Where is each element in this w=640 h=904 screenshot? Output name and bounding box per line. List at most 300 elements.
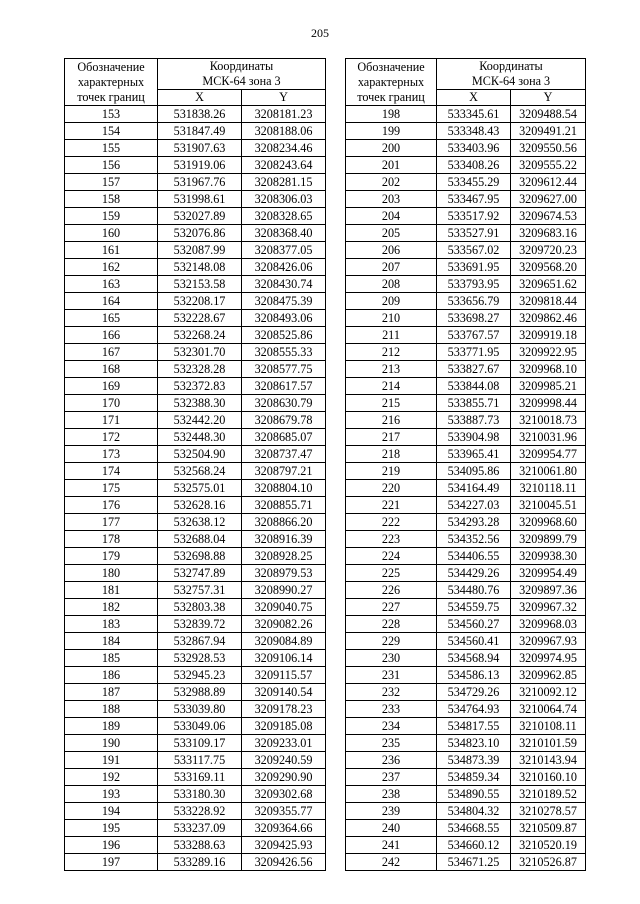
table-row (65, 633, 326, 650)
point-id-cell: 161 (65, 242, 158, 259)
point-id-cell: 167 (65, 344, 158, 361)
x-coordinate-cell: 532688.04 (158, 531, 242, 548)
x-coordinate-cell: 531838.26 (158, 106, 242, 123)
table-row (65, 310, 326, 327)
point-id-cell: 233 (346, 701, 437, 718)
x-coordinate-cell: 532698.88 (158, 548, 242, 565)
table-row (346, 565, 586, 582)
table-row (65, 599, 326, 616)
table-row (65, 650, 326, 667)
point-id-cell: 208 (346, 276, 437, 293)
y-coordinate-cell: 3208804.10 (242, 480, 326, 497)
y-coordinate-cell: 3208475.39 (242, 293, 326, 310)
table-row (65, 106, 326, 123)
y-coordinate-cell: 3209302.68 (242, 786, 326, 803)
y-column-header: Y (242, 90, 326, 106)
table-row (346, 259, 586, 276)
y-coordinate-cell: 3209568.20 (511, 259, 586, 276)
point-id-cell: 174 (65, 463, 158, 480)
point-id-cell: 235 (346, 735, 437, 752)
y-coordinate-cell: 3209140.54 (242, 684, 326, 701)
x-coordinate-cell: 531967.76 (158, 174, 242, 191)
point-id-cell: 223 (346, 531, 437, 548)
y-coordinate-cell: 3209968.60 (511, 514, 586, 531)
point-id-cell: 194 (65, 803, 158, 820)
y-coordinate-cell: 3209968.03 (511, 616, 586, 633)
point-id-cell: 228 (346, 616, 437, 633)
x-coordinate-cell: 533567.02 (437, 242, 511, 259)
point-id-cell: 198 (346, 106, 437, 123)
point-id-cell: 242 (346, 854, 437, 871)
y-coordinate-cell: 3209040.75 (242, 599, 326, 616)
y-coordinate-cell: 3209491.21 (511, 123, 586, 140)
x-coordinate-cell: 534764.93 (437, 701, 511, 718)
table-row (346, 327, 586, 344)
x-coordinate-cell: 534568.94 (437, 650, 511, 667)
x-coordinate-cell: 534671.25 (437, 854, 511, 871)
y-coordinate-cell: 3209919.18 (511, 327, 586, 344)
page-number: 205 (311, 26, 329, 40)
y-coordinate-cell: 3209967.32 (511, 599, 586, 616)
y-coordinate-cell: 3209967.93 (511, 633, 586, 650)
table-row (346, 208, 586, 225)
y-coordinate-cell: 3208426.06 (242, 259, 326, 276)
x-coordinate-cell: 534560.41 (437, 633, 511, 650)
point-id-cell: 176 (65, 497, 158, 514)
x-coordinate-cell: 532153.58 (158, 276, 242, 293)
coordinates-header (437, 59, 586, 90)
y-coordinate-cell: 3209954.49 (511, 565, 586, 582)
table-row (65, 531, 326, 548)
x-coordinate-cell: 534406.55 (437, 548, 511, 565)
y-coordinate-cell: 3208181.23 (242, 106, 326, 123)
point-id-cell: 195 (65, 820, 158, 837)
point-id-cell: 187 (65, 684, 158, 701)
x-coordinate-cell: 534586.13 (437, 667, 511, 684)
point-id-cell: 221 (346, 497, 437, 514)
point-id-cell: 162 (65, 259, 158, 276)
x-coordinate-cell: 533965.41 (437, 446, 511, 463)
y-coordinate-cell: 3208990.27 (242, 582, 326, 599)
point-id-cell: 201 (346, 157, 437, 174)
point-id-cell: 240 (346, 820, 437, 837)
table-row (346, 123, 586, 140)
point-id-cell: 164 (65, 293, 158, 310)
y-coordinate-cell: 3208855.71 (242, 497, 326, 514)
coordinates-table-right (345, 58, 586, 871)
y-coordinate-cell: 3209355.77 (242, 803, 326, 820)
y-coordinate-cell: 3209426.56 (242, 854, 326, 871)
table-row (346, 140, 586, 157)
y-coordinate-cell: 3209651.62 (511, 276, 586, 293)
x-coordinate-cell: 532803.38 (158, 599, 242, 616)
point-id-cell: 155 (65, 140, 158, 157)
table-row (346, 548, 586, 565)
table-row (346, 701, 586, 718)
x-coordinate-cell: 533117.75 (158, 752, 242, 769)
x-coordinate-cell: 533180.30 (158, 786, 242, 803)
table-row (346, 361, 586, 378)
table-row (346, 718, 586, 735)
x-coordinate-cell: 534560.27 (437, 616, 511, 633)
point-id-cell: 191 (65, 752, 158, 769)
point-id-cell: 225 (346, 565, 437, 582)
x-coordinate-cell: 534227.03 (437, 497, 511, 514)
x-coordinate-cell: 533348.43 (437, 123, 511, 140)
x-coordinate-cell: 532027.89 (158, 208, 242, 225)
point-id-cell: 204 (346, 208, 437, 225)
table-row (65, 769, 326, 786)
table-row (346, 837, 586, 854)
table-row (65, 786, 326, 803)
x-coordinate-cell: 533771.95 (437, 344, 511, 361)
y-coordinate-cell: 3208979.53 (242, 565, 326, 582)
point-id-cell: 181 (65, 582, 158, 599)
y-coordinate-cell: 3209897.36 (511, 582, 586, 599)
y-coordinate-cell: 3208617.57 (242, 378, 326, 395)
table-row (346, 378, 586, 395)
point-id-cell: 171 (65, 412, 158, 429)
x-coordinate-cell: 534429.26 (437, 565, 511, 582)
y-coordinate-cell: 3209488.54 (511, 106, 586, 123)
table-row (346, 463, 586, 480)
x-coordinate-cell: 533855.71 (437, 395, 511, 412)
x-coordinate-cell: 533517.92 (437, 208, 511, 225)
y-coordinate-cell: 3208630.79 (242, 395, 326, 412)
x-coordinate-cell: 532076.86 (158, 225, 242, 242)
point-id-cell: 217 (346, 429, 437, 446)
table-row (346, 174, 586, 191)
table-row (65, 803, 326, 820)
point-id-cell: 182 (65, 599, 158, 616)
point-id-cell: 179 (65, 548, 158, 565)
y-coordinate-cell: 3209954.77 (511, 446, 586, 463)
point-id-cell: 219 (346, 463, 437, 480)
point-id-cell: 229 (346, 633, 437, 650)
x-coordinate-cell: 533288.63 (158, 837, 242, 854)
table-row (346, 225, 586, 242)
table-row (65, 735, 326, 752)
y-coordinate-cell: 3209555.22 (511, 157, 586, 174)
point-id-cell: 196 (65, 837, 158, 854)
table-row (346, 191, 586, 208)
x-coordinate-cell: 534660.12 (437, 837, 511, 854)
x-coordinate-cell: 533345.61 (437, 106, 511, 123)
table-row (346, 106, 586, 123)
y-coordinate-cell: 3209922.95 (511, 344, 586, 361)
table-row (346, 293, 586, 310)
x-coordinate-cell: 533527.91 (437, 225, 511, 242)
y-coordinate-cell: 3209106.14 (242, 650, 326, 667)
x-coordinate-cell: 533904.98 (437, 429, 511, 446)
coordinates-header (158, 59, 326, 90)
coordinates-title: Координаты (209, 59, 274, 73)
table-row (65, 174, 326, 191)
point-id-cell: 230 (346, 650, 437, 667)
table-row (65, 548, 326, 565)
point-column-header: Обозначение характерных точек границ (65, 59, 158, 106)
point-id-cell: 154 (65, 123, 158, 140)
table-row (65, 616, 326, 633)
x-coordinate-cell: 532575.01 (158, 480, 242, 497)
x-coordinate-cell: 533887.73 (437, 412, 511, 429)
table-row (346, 514, 586, 531)
table-row (65, 123, 326, 140)
x-coordinate-cell: 534668.55 (437, 820, 511, 837)
table-row (346, 803, 586, 820)
x-coordinate-cell: 532087.99 (158, 242, 242, 259)
y-coordinate-cell: 3209968.10 (511, 361, 586, 378)
point-id-cell: 216 (346, 412, 437, 429)
x-coordinate-cell: 532448.30 (158, 429, 242, 446)
point-id-cell: 170 (65, 395, 158, 412)
y-coordinate-cell: 3208328.65 (242, 208, 326, 225)
y-coordinate-cell: 3209425.93 (242, 837, 326, 854)
x-coordinate-cell: 532148.08 (158, 259, 242, 276)
x-coordinate-cell: 532928.53 (158, 650, 242, 667)
table-row (346, 446, 586, 463)
table-row (346, 242, 586, 259)
point-id-cell: 232 (346, 684, 437, 701)
y-coordinate-cell: 3209985.21 (511, 378, 586, 395)
y-coordinate-cell: 3209240.59 (242, 752, 326, 769)
y-coordinate-cell: 3209550.56 (511, 140, 586, 157)
y-coordinate-cell: 3208797.21 (242, 463, 326, 480)
point-id-cell: 192 (65, 769, 158, 786)
y-coordinate-cell: 3209084.89 (242, 633, 326, 650)
y-coordinate-cell: 3208737.47 (242, 446, 326, 463)
point-id-cell: 168 (65, 361, 158, 378)
x-column-header: X (437, 90, 511, 106)
table-row (346, 735, 586, 752)
y-coordinate-cell: 3210160.10 (511, 769, 586, 786)
x-coordinate-cell: 534804.32 (437, 803, 511, 820)
y-coordinate-cell: 3210520.19 (511, 837, 586, 854)
y-coordinate-cell: 3208234.46 (242, 140, 326, 157)
x-coordinate-cell: 534873.39 (437, 752, 511, 769)
coordinate-system-label: МСК-64 зона 3 (202, 74, 281, 88)
x-coordinate-cell: 531998.61 (158, 191, 242, 208)
point-id-cell: 157 (65, 174, 158, 191)
table-row (65, 463, 326, 480)
x-coordinate-cell: 532372.83 (158, 378, 242, 395)
table-row (65, 225, 326, 242)
table-row (65, 667, 326, 684)
x-coordinate-cell: 533408.26 (437, 157, 511, 174)
table-row (65, 242, 326, 259)
point-id-cell: 210 (346, 310, 437, 327)
point-id-cell: 186 (65, 667, 158, 684)
table-row (65, 378, 326, 395)
x-coordinate-cell: 534559.75 (437, 599, 511, 616)
y-coordinate-cell: 3208916.39 (242, 531, 326, 548)
table-row (346, 633, 586, 650)
point-id-cell: 203 (346, 191, 437, 208)
y-coordinate-cell: 3210061.80 (511, 463, 586, 480)
y-coordinate-cell: 3208430.74 (242, 276, 326, 293)
x-coordinate-cell: 533691.95 (437, 259, 511, 276)
table-row (65, 854, 326, 871)
table-row (65, 208, 326, 225)
point-id-cell: 215 (346, 395, 437, 412)
point-id-cell: 212 (346, 344, 437, 361)
table-row (65, 514, 326, 531)
point-id-cell: 213 (346, 361, 437, 378)
y-coordinate-cell: 3210278.57 (511, 803, 586, 820)
x-coordinate-cell: 533844.08 (437, 378, 511, 395)
point-id-cell: 190 (65, 735, 158, 752)
table-row (65, 701, 326, 718)
table-row (346, 344, 586, 361)
point-id-cell: 207 (346, 259, 437, 276)
x-coordinate-cell: 534817.55 (437, 718, 511, 735)
point-id-cell: 160 (65, 225, 158, 242)
point-id-cell: 222 (346, 514, 437, 531)
table-row (346, 650, 586, 667)
point-id-cell: 211 (346, 327, 437, 344)
y-coordinate-cell: 3208928.25 (242, 548, 326, 565)
x-coordinate-cell: 533237.09 (158, 820, 242, 837)
y-coordinate-cell: 3208188.06 (242, 123, 326, 140)
table-row (346, 310, 586, 327)
y-coordinate-cell: 3209290.90 (242, 769, 326, 786)
table-row (65, 361, 326, 378)
table-row (65, 565, 326, 582)
y-coordinate-cell: 3209612.44 (511, 174, 586, 191)
point-id-cell: 227 (346, 599, 437, 616)
y-coordinate-cell: 3208243.64 (242, 157, 326, 174)
point-id-cell: 205 (346, 225, 437, 242)
table-row (65, 820, 326, 837)
y-coordinate-cell: 3209938.30 (511, 548, 586, 565)
y-coordinate-cell: 3209674.53 (511, 208, 586, 225)
x-coordinate-cell: 532628.16 (158, 497, 242, 514)
x-coordinate-cell: 532504.90 (158, 446, 242, 463)
point-id-cell: 172 (65, 429, 158, 446)
point-id-cell: 185 (65, 650, 158, 667)
y-coordinate-cell: 3209082.26 (242, 616, 326, 633)
point-id-cell: 159 (65, 208, 158, 225)
point-id-cell: 177 (65, 514, 158, 531)
x-column-header: X (158, 90, 242, 106)
x-coordinate-cell: 533467.95 (437, 191, 511, 208)
table-row (65, 429, 326, 446)
x-coordinate-cell: 534164.49 (437, 480, 511, 497)
point-id-cell: 199 (346, 123, 437, 140)
table-row (346, 531, 586, 548)
y-coordinate-cell: 3210118.11 (511, 480, 586, 497)
y-coordinate-cell: 3210031.96 (511, 429, 586, 446)
y-coordinate-cell: 3209178.23 (242, 701, 326, 718)
x-coordinate-cell: 532208.17 (158, 293, 242, 310)
point-id-cell: 166 (65, 327, 158, 344)
table-row (346, 395, 586, 412)
x-coordinate-cell: 533767.57 (437, 327, 511, 344)
table-row (65, 157, 326, 174)
y-coordinate-cell: 3210101.59 (511, 735, 586, 752)
x-coordinate-cell: 534823.10 (437, 735, 511, 752)
x-coordinate-cell: 532757.31 (158, 582, 242, 599)
point-column-header: Обозначение характерных точек границ (346, 59, 437, 106)
point-id-cell: 218 (346, 446, 437, 463)
point-id-cell: 202 (346, 174, 437, 191)
y-coordinate-cell: 3208306.03 (242, 191, 326, 208)
x-coordinate-cell: 533289.16 (158, 854, 242, 871)
point-id-cell: 231 (346, 667, 437, 684)
y-coordinate-cell: 3210189.52 (511, 786, 586, 803)
point-id-cell: 197 (65, 854, 158, 871)
x-coordinate-cell: 533228.92 (158, 803, 242, 820)
y-coordinate-cell: 3209974.95 (511, 650, 586, 667)
x-coordinate-cell: 533169.11 (158, 769, 242, 786)
table-body-right (346, 106, 586, 871)
x-coordinate-cell: 532388.30 (158, 395, 242, 412)
table-row (346, 684, 586, 701)
point-id-cell: 234 (346, 718, 437, 735)
x-coordinate-cell: 533039.80 (158, 701, 242, 718)
table-row (65, 395, 326, 412)
x-coordinate-cell: 533698.27 (437, 310, 511, 327)
point-id-cell: 153 (65, 106, 158, 123)
table-body-left (65, 106, 326, 871)
y-coordinate-cell: 3209185.08 (242, 718, 326, 735)
coordinate-system-label: МСК-64 зона 3 (471, 74, 551, 88)
x-coordinate-cell: 533403.96 (437, 140, 511, 157)
y-coordinate-cell: 3209627.00 (511, 191, 586, 208)
table-row (65, 684, 326, 701)
table-row (65, 327, 326, 344)
x-coordinate-cell: 534729.26 (437, 684, 511, 701)
table-row (346, 157, 586, 174)
table-row (346, 276, 586, 293)
y-coordinate-cell: 3210018.73 (511, 412, 586, 429)
point-id-cell: 180 (65, 565, 158, 582)
x-coordinate-cell: 532867.94 (158, 633, 242, 650)
x-coordinate-cell: 533656.79 (437, 293, 511, 310)
point-id-cell: 237 (346, 769, 437, 786)
table-row (65, 412, 326, 429)
y-coordinate-cell: 3210509.87 (511, 820, 586, 837)
x-coordinate-cell: 533109.17 (158, 735, 242, 752)
y-coordinate-cell: 3208679.78 (242, 412, 326, 429)
table-row (346, 480, 586, 497)
point-id-cell: 241 (346, 837, 437, 854)
table-row (346, 616, 586, 633)
x-coordinate-cell: 534859.34 (437, 769, 511, 786)
y-coordinate-cell: 3208525.86 (242, 327, 326, 344)
table-row (346, 582, 586, 599)
table-row (65, 480, 326, 497)
table-row (65, 582, 326, 599)
point-id-cell: 189 (65, 718, 158, 735)
point-id-cell: 206 (346, 242, 437, 259)
point-id-cell: 200 (346, 140, 437, 157)
y-coordinate-cell: 3209962.85 (511, 667, 586, 684)
x-coordinate-cell: 534352.56 (437, 531, 511, 548)
y-coordinate-cell: 3209862.46 (511, 310, 586, 327)
x-coordinate-cell: 532301.70 (158, 344, 242, 361)
point-id-cell: 209 (346, 293, 437, 310)
table-row (65, 191, 326, 208)
x-coordinate-cell: 532442.20 (158, 412, 242, 429)
point-id-cell: 220 (346, 480, 437, 497)
y-coordinate-cell: 3208866.20 (242, 514, 326, 531)
point-id-cell: 239 (346, 803, 437, 820)
table-row (346, 752, 586, 769)
x-coordinate-cell: 531907.63 (158, 140, 242, 157)
y-column-header: Y (511, 90, 586, 106)
x-coordinate-cell: 534890.55 (437, 786, 511, 803)
